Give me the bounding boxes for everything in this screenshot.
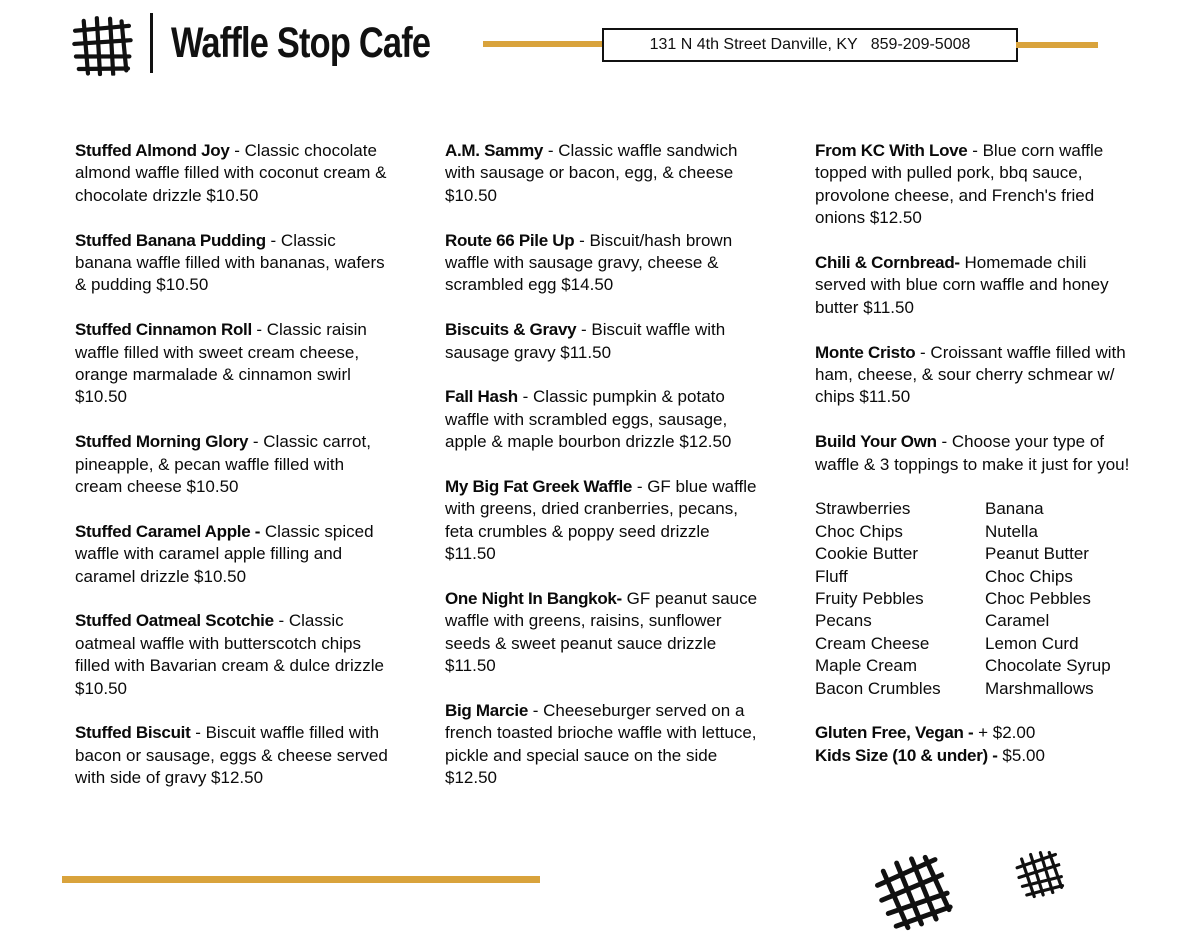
menu-item-name: Stuffed Almond Joy [75,141,230,160]
menu-item [445,319,765,364]
menu-item-desc: Classic spiced waffle with caramel apple filling and caramel drizzle $10.50 [75,521,374,586]
menu-item-name: From KC With Love [815,141,968,160]
topping: Maple Cream [815,656,918,676]
menu-item-desc: - Classic waffle sandwich with sausage or bacon, egg, & cheese $10.50 [445,141,738,205]
menu-item [445,140,765,207]
header-rule-left [483,41,603,47]
note-label: Gluten Free, Vegan - [815,723,974,743]
menu-item-desc: - GF blue waffle with greens, dried cranberries, pecans, feta crumbles & poppy seed drizzle $11.50 [445,477,757,564]
topping-row [815,655,1140,677]
topping: Fluff [815,566,848,586]
note-value: + $2.00 [978,723,1036,743]
menu-item-desc: - Classic banana waffle filled with bananas, wafers & pudding $10.50 [75,230,385,295]
note-kids-size [815,745,1140,768]
topping-row [815,521,1140,543]
menu-item [815,342,1140,409]
menu-item-desc: - Classic pumpkin & potato waffle with scrambled eggs, sausage, apple & maple bourbon drizzle $12.50 [445,387,732,452]
header-rule-right [1016,42,1098,48]
menu-item [75,521,395,588]
menu-item-name: Fall Hash [445,387,518,407]
menu-item-name: Stuffed Cinnamon Roll [75,320,257,340]
menu-item-name: Route 66 Pile Up [445,230,575,250]
menu-item-desc: - Blue corn waffle topped with pulled pork, bbq sauce, provolone cheese, and French's fried onions $12.50 [815,141,1104,228]
menu-item-desc: - Choose your type of waffle & 3 toppings to make it just for you! [815,432,1130,474]
waffle-grid-icon-small [1012,846,1068,903]
menu-item-desc: - Biscuit waffle filled with bacon or sausage, eggs & cheese served with side of gravy $12.50 [75,723,388,788]
topping: Cream Cheese [815,633,930,653]
menu-item [75,610,395,700]
topping-row [815,543,1140,565]
address-box [602,28,1018,62]
menu-item-name: Stuffed Caramel Apple - [75,521,261,541]
topping-row [815,588,1140,610]
note-value: $5.00 [1002,746,1045,766]
topping: Pecans [815,611,872,631]
menu-column-1 [75,140,395,812]
menu-item-desc: - Classic chocolate almond waffle filled with coconut cream & chocolate drizzle $10.50 [75,141,387,205]
topping: Banana [985,499,1044,519]
menu-item-name: Monte Cristo [815,342,916,362]
menu-item-name: Big Marcie [445,701,528,721]
menu-item [815,252,1140,319]
menu-item [75,722,395,789]
menu-item-name: Stuffed Morning Glory [75,432,249,452]
menu-item [75,140,395,207]
menu-item-name: A.M. Sammy [445,141,544,160]
footer-rule [62,876,540,883]
menu-item-desc: - Biscuit/hash brown waffle with sausage gravy, cheese & scrambled egg $14.50 [445,230,733,295]
topping: Caramel [985,611,1050,631]
menu-item-name: Chili & Cornbread- [815,253,960,273]
toppings-list [815,498,1140,700]
menu-item-name: Biscuits & Gravy [445,320,577,340]
menu-item-desc: - Classic raisin waffle filled with sweet cream cheese, orange marmalade & cinnamon swirl $10.50 [75,320,367,407]
menu-item-desc: - Classic oatmeal waffle with butterscotch chips filled with Bavarian cream & dulce drizzle $10.50 [75,611,384,698]
note-gluten-free [815,722,1140,745]
menu-item-desc: Homemade chili served with blue corn waffle and honey butter $11.50 [815,253,1109,317]
menu-item [815,431,1140,476]
brand-title: Waffle Stop Cafe [171,19,431,67]
menu-item [445,230,765,297]
note-label: Kids Size (10 & under) - [815,746,998,766]
menu-item-desc: - Classic carrot, pineapple, & pecan waffle filled with cream cheese $10.50 [75,432,371,497]
topping: Choc Chips [815,521,903,541]
topping: Chocolate Syrup [985,656,1111,676]
menu-item-desc: - Cheeseburger served on a french toasted brioche waffle with lettuce, pickle and special sauce on the side $12.50 [445,701,757,788]
topping: Fruity Pebbles [815,589,924,609]
topping-row [815,566,1140,588]
menu-item [445,700,765,790]
topping: Bacon Crumbles [815,678,941,698]
topping: Peanut Butter [985,544,1089,564]
menu-item-desc: - Croissant waffle filled with ham, cheese, & sour cherry schmear w/ chips $11.50 [815,342,1126,407]
waffle-grid-icon [69,15,135,77]
menu-item-name: One Night In Bangkok- [445,589,622,609]
menu-item [815,140,1140,230]
topping: Choc Chips [985,566,1073,586]
menu-item [445,476,765,566]
menu-item [445,386,765,453]
menu-item [75,230,395,297]
topping-row [815,633,1140,655]
topping: Marshmallows [985,678,1094,698]
topping: Choc Pebbles [985,589,1091,609]
topping-row [815,498,1140,520]
topping-row [815,610,1140,632]
menu-item [445,588,765,678]
pricing-notes [815,722,1140,768]
address-text: 131 N 4th Street Danville, KY 859-209-5008 [649,36,971,53]
menu-column-2 [445,140,765,812]
menu-item-desc: GF peanut sauce waffle with greens, raisins, sunflower seeds & sweet peanut sauce drizzle $11.50 [445,589,758,676]
menu-item-desc: - Biscuit waffle with sausage gravy $11.50 [445,320,726,362]
menu-columns [75,140,1140,812]
menu-item-name: Stuffed Banana Pudding [75,230,266,250]
header-divider [150,13,153,73]
topping: Lemon Curd [985,633,1079,653]
topping: Strawberries [815,499,911,519]
menu-item [75,431,395,498]
topping: Nutella [985,521,1038,541]
menu-item-name: Stuffed Biscuit [75,723,191,743]
waffle-grid-icon-large [867,844,960,940]
menu-item-name: Stuffed Oatmeal Scotchie [75,611,274,631]
topping-row [815,678,1140,700]
menu-item [75,319,395,409]
topping: Cookie Butter [815,544,918,564]
menu-item-name: My Big Fat Greek Waffle [445,477,633,497]
menu-item-name: Build Your Own [815,432,937,452]
menu-column-3 [815,140,1140,812]
